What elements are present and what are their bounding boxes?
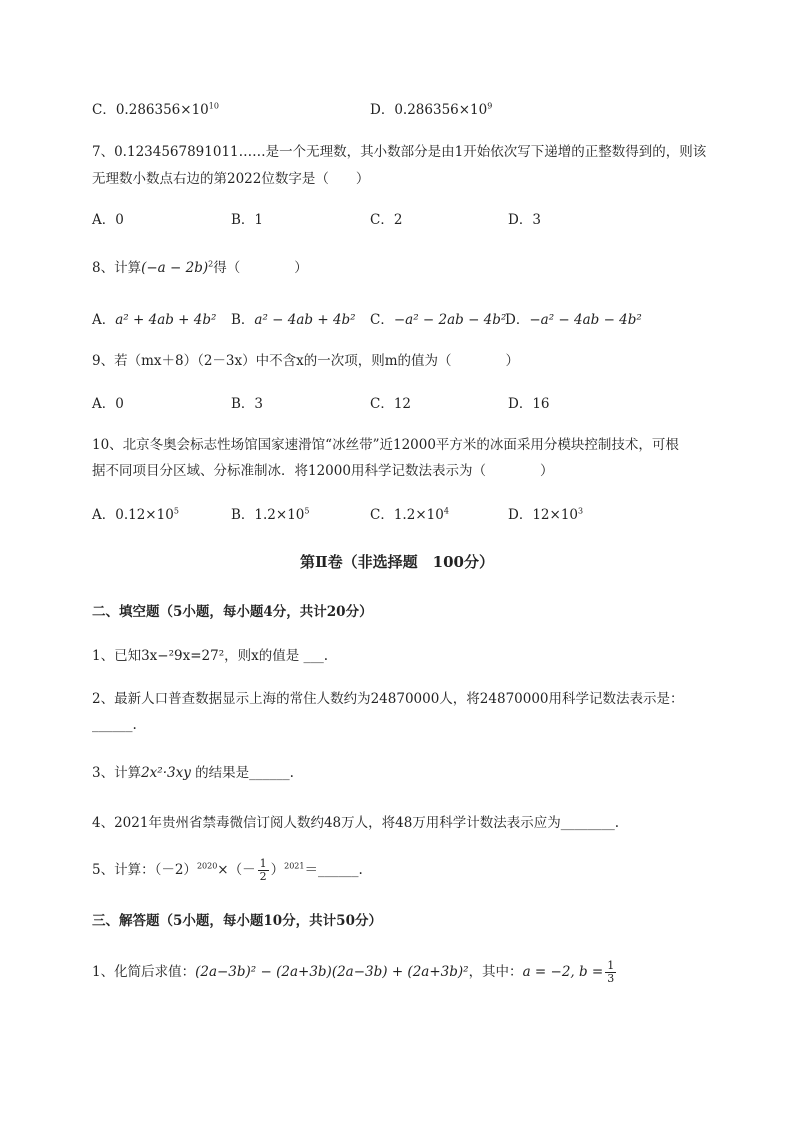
option-value: 1.2×10 [254,507,305,523]
option-value: 0 [115,396,124,412]
fraction [258,858,269,883]
q6-option-d [370,102,492,118]
q7-line1 [92,144,706,160]
option-label: D． [505,312,530,328]
solve-item-1 [92,960,618,985]
question-text: 若（mx＋8）（2－3x）中不含x的一次项，则m的值为（ ） [114,353,520,369]
option-value: 0.286356×10 [394,102,488,118]
math-exponent: 2021 [284,861,305,871]
math-condition: a = −2, b = [522,964,604,981]
question-text: 的结果是______. [190,765,294,781]
question-number: 7、 [92,144,115,160]
question-text: 化简后求值： [114,964,196,981]
q9-option-b [231,396,263,412]
option-exponent: 9 [487,101,493,111]
option-label: A． [92,396,116,412]
option-value: a² + 4ab + 4b² [115,312,217,328]
option-label: A． [92,312,116,328]
option-value: 0.286356×10 [115,102,209,118]
option-exponent: 5 [173,506,179,516]
question-text: 已知3x−²9x=27²，则x的值是 ___. [114,648,329,664]
question-text: ，其中： [468,964,523,981]
question-number: 4、 [92,815,115,831]
option-value: 0 [115,212,124,228]
question-number: 10、 [92,437,123,453]
fraction-denominator: 3 [607,972,615,986]
option-exponent: 10 [208,101,219,111]
q8-question [92,260,308,276]
question-text: 计算 [114,765,142,781]
option-exponent: 4 [443,506,449,516]
fraction-denominator: 2 [259,870,267,884]
q9-question [92,353,519,369]
option-label: C． [370,507,394,523]
math-expression: 2x²·3xy [141,765,191,781]
q8-option-a [92,312,216,328]
math-expression: (−a − 2b) [141,260,209,276]
option-label: A． [92,507,116,523]
q7-option-b [231,212,263,228]
question-number: 8、 [92,260,115,276]
option-value: 1.2×10 [393,507,444,523]
question-number: 3、 [92,765,115,781]
q10-option-d [508,507,583,523]
option-label: B． [231,212,255,228]
option-value: 2 [393,212,403,228]
option-label: D． [508,507,533,523]
math-exponent: 2020 [196,861,218,871]
question-text: ＝______. [304,862,363,879]
option-value: −a² − 4ab − 4b² [529,312,642,328]
option-exponent: 3 [578,506,584,516]
fraction-numerator: 1 [259,857,267,870]
option-value: 12×10 [532,507,578,523]
fill-item-4 [92,815,619,831]
option-label: C． [370,312,394,328]
question-text: ×（－ [217,862,256,879]
option-label: C． [92,102,116,118]
option-label: C． [370,212,394,228]
q8-option-b [231,312,356,328]
option-label: C． [370,396,394,412]
section2-heading: 二、填空题（5小题，每小题4分，共计20分） [92,604,373,620]
question-text: ） [270,862,285,879]
option-value: 3 [532,212,541,228]
fill-item-2-line1 [92,691,684,707]
option-label: B． [231,396,255,412]
option-label: B． [231,507,255,523]
option-value: 1 [254,212,264,228]
question-text: 计算 [114,260,142,276]
question-text: 计算：（－2） [114,862,197,879]
option-label: A． [92,212,116,228]
option-label: D． [370,102,395,118]
question-text: 北京冬奥会标志性场馆国家速滑馆“冰丝带”近12000平方米的冰面采用分模块控制技术，可根 [122,437,679,453]
fill-item-3 [92,765,294,781]
fraction-numerator: 1 [607,959,615,972]
fill-item-5 [92,858,363,883]
option-exponent: 5 [304,506,310,516]
q10-option-b [231,507,309,523]
q9-option-a [92,396,124,412]
question-number: 2、 [92,691,115,707]
question-number: 1、 [92,648,115,664]
question-number: 9、 [92,353,115,369]
option-value: 3 [254,396,264,412]
fill-item-2-line2: ______. [92,717,137,733]
q10-line2: 据不同项目分区域、分标准制冰．将12000用科学记数法表示为（ ） [92,463,554,479]
math-exponent: 2 [208,259,214,269]
question-text: 最新人口普查数据显示上海的常住人数约为24870000人，将24870000用科学记数法表示是： [114,691,684,707]
q6-option-c [92,102,219,118]
math-expression: (2a−3b)² − (2a+3b)(2a−3b) + (2a+3b)² [195,964,469,981]
option-label: D． [508,396,533,412]
question-number: 5、 [92,862,115,879]
section3-heading: 三、解答题（5小题，每小题10分，共计50分） [92,913,382,929]
option-value: 16 [532,396,550,412]
q10-option-c [370,507,449,523]
q10-option-a [92,507,179,523]
fill-item-1 [92,648,328,664]
q8-option-c [370,312,506,328]
q7-option-a [92,212,124,228]
q8-option-d [505,312,642,328]
option-value: −a² − 2ab − 4b² [393,312,507,328]
question-text: 0.1234567891011……是一个无理数，其小数部分是由1开始依次写下递增的正整数得到的，则该 [114,144,707,160]
option-value: 0.12×10 [115,507,174,523]
option-label: B． [231,312,255,328]
question-text: 得（ ） [213,260,308,276]
q10-line1 [92,437,679,453]
q7-option-c [370,212,402,228]
q7-line2: 无理数小数点右边的第2022位数字是（ ） [92,171,370,187]
q9-option-c [370,396,411,412]
question-number: 1、 [92,964,115,981]
q9-option-d [508,396,550,412]
option-value: a² − 4ab + 4b² [254,312,356,328]
part2-title: 第Ⅱ卷（非选择题 100分） [300,553,494,571]
fraction [605,960,616,985]
q7-option-d [508,212,541,228]
option-label: D． [508,212,533,228]
option-value: 12 [393,396,412,412]
question-text: 2021年贵州省禁毒微信订阅人数约48万人，将48万用科学计数法表示应为________. [114,815,620,831]
